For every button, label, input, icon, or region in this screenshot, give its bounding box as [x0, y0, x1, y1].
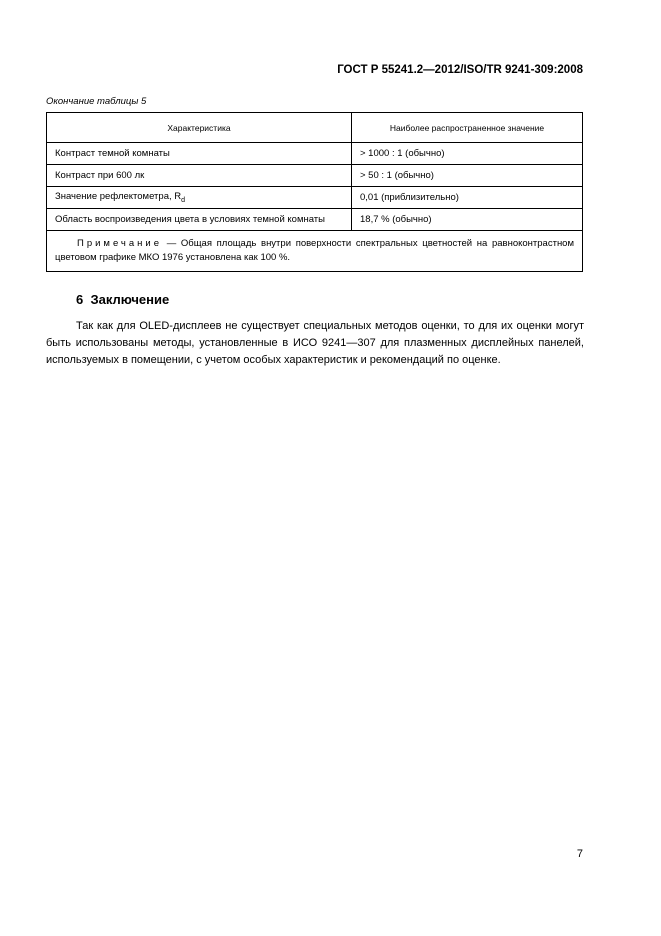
header-characteristic: Характеристика — [47, 113, 352, 143]
section-paragraph: Так как для OLED-дисплеев не существует специальных методов оценки, то для их оценки могут быть использованы методы, установленные в ИСО 9241—307 для плазменных дисплейных панелей, используемых в помещении, с учетом особых характеристик и рекомендаций по оценке. — [46, 320, 584, 366]
table-row — [47, 143, 583, 165]
section-title: 6 Заключение — [76, 292, 170, 307]
note-text: — Общая площадь внутри поверхности спектральных цветностей на равноконтрастном цветовом графике МКО 1976 установлена как 100 %. — [55, 238, 575, 263]
table-note — [47, 231, 583, 272]
table-note-row — [47, 231, 583, 272]
subscript-d: d — [181, 196, 186, 204]
cell-value: > 50 : 1 (обычно) — [352, 165, 583, 187]
cell-value: > 1000 : 1 (обычно) — [352, 143, 583, 165]
cell-characteristic: Контраст темной комнаты — [47, 143, 352, 165]
table-row — [47, 187, 583, 209]
cell-value: 18,7 % (обычно) — [352, 209, 583, 231]
cell-value: 0,01 (приблизительно) — [352, 187, 583, 209]
document-header: ГОСТ Р 55241.2—2012/ISO/TR 9241-309:2008 — [337, 64, 583, 76]
cell-characteristic: Область воспроизведения цвета в условиях темной комнаты — [47, 209, 352, 231]
table-row — [47, 209, 583, 231]
note-label: Примечание — [77, 238, 162, 249]
header-value: Наиболее распространенное значение — [352, 113, 583, 143]
characteristics-table — [46, 112, 583, 272]
table-caption: Окончание таблицы 5 — [46, 96, 147, 107]
cell-characteristic: Контраст при 600 лк — [47, 165, 352, 187]
table-row — [47, 165, 583, 187]
reflectometer-label: Значение рефлектометра, R — [55, 191, 182, 203]
table-header-row — [47, 113, 583, 143]
cell-characteristic — [47, 187, 352, 209]
page-number: 7 — [576, 848, 583, 860]
